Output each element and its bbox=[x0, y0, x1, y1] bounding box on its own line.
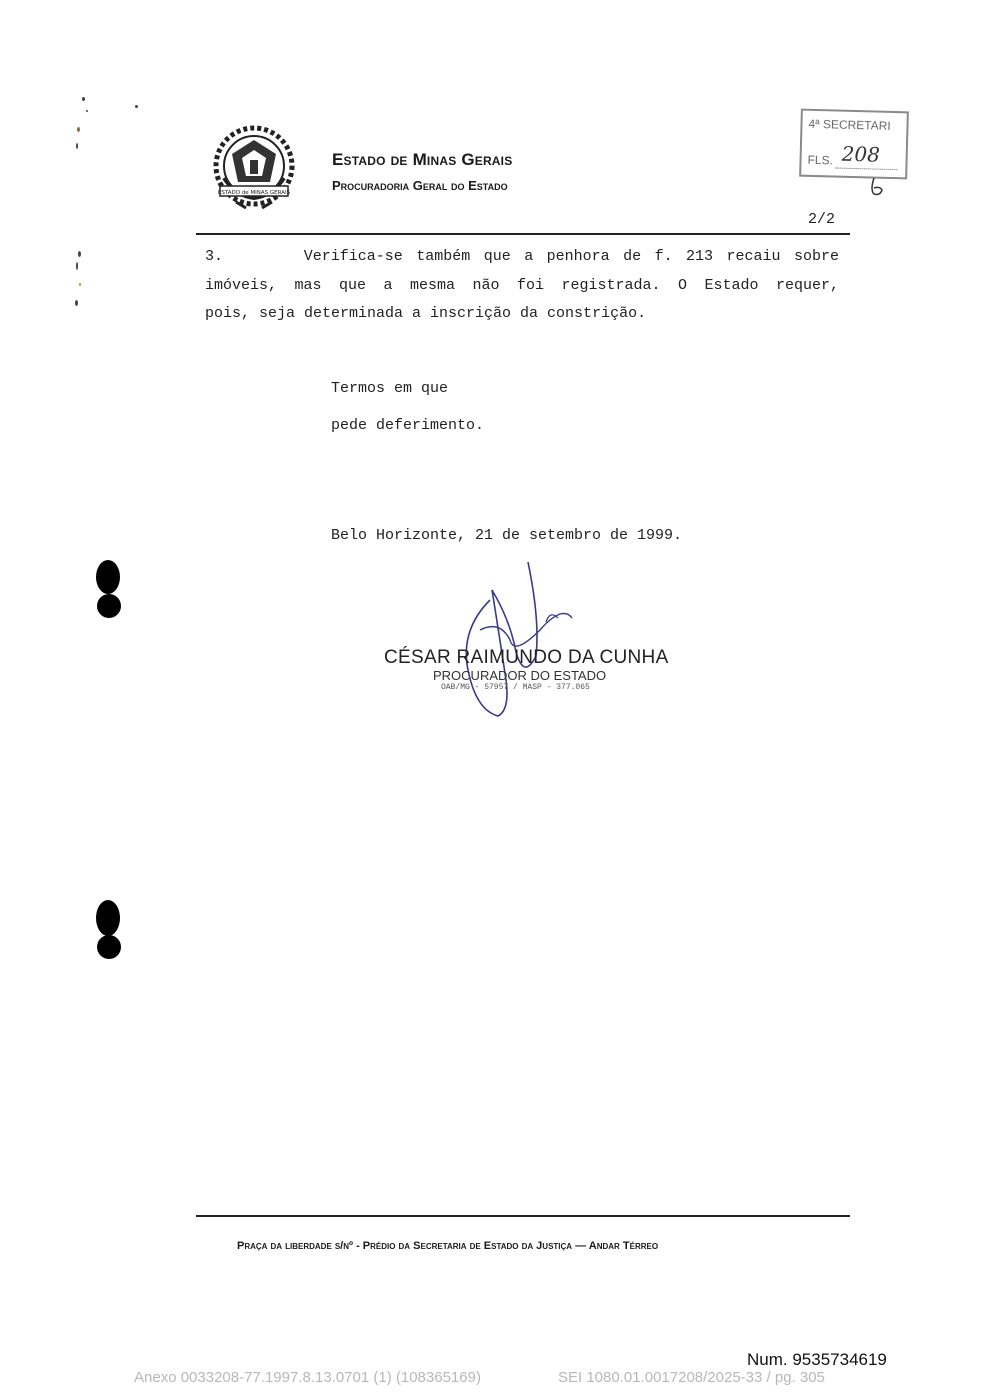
punch-hole-top-1 bbox=[96, 560, 120, 594]
stamp-fls-value: 208 bbox=[841, 141, 881, 167]
stamp-handwritten-mark bbox=[868, 176, 892, 198]
paragraph-line-1: 3. Verifica-se também que a penhora de f. 213 recaiu sobre bbox=[205, 248, 839, 265]
stamp-fls-label: FLS. bbox=[807, 152, 834, 168]
document-number: Num. 9535734619 bbox=[747, 1350, 887, 1369]
signatory-registration: OAB/MG - 57957 / MASP - 377.065 bbox=[441, 683, 590, 692]
paragraph-line-3: pois, seja determinada a inscrição da constrição. bbox=[205, 305, 647, 322]
seal-text: ESTADO de MINAS GERAIS bbox=[217, 190, 291, 196]
footer-rule bbox=[196, 1215, 850, 1217]
closing-line-1: Termos em que bbox=[331, 380, 449, 397]
signatory-title: PROCURADOR DO ESTADO bbox=[433, 668, 607, 683]
paragraph-line-2: imóveis, mas que a mesma não foi registrada. O Estado requer, bbox=[205, 277, 839, 294]
signatory-name: CÉSAR RAIMUNDO DA CUNHA bbox=[384, 647, 669, 668]
sei-watermark: SEI 1080.01.0017208/2025-33 / pg. 305 bbox=[558, 1369, 825, 1386]
punch-hole-bottom-1 bbox=[96, 900, 120, 936]
stamp-secretaria-text: 4ª SECRETARI bbox=[808, 116, 891, 133]
place-date: Belo Horizonte, 21 de setembro de 1999. bbox=[331, 527, 683, 544]
closing-line-2: pede deferimento. bbox=[331, 417, 485, 434]
header-office-name: Procuradoria Geral do Estado bbox=[332, 178, 508, 193]
coat-of-arms-icon bbox=[206, 124, 302, 212]
stamp-fls-underline bbox=[835, 168, 897, 171]
protocol-stamp bbox=[799, 109, 909, 180]
footer-address: Praça da liberdade s/nº - Prédio da Secretaria de Estado da Justiça — Andar Térreo bbox=[237, 1240, 659, 1252]
punch-hole-top-2 bbox=[97, 594, 121, 618]
header-rule bbox=[196, 233, 850, 235]
punch-hole-bottom-2 bbox=[97, 935, 121, 959]
annex-watermark: Anexo 0033208-77.1997.8.13.0701 (1) (108365169) bbox=[134, 1369, 481, 1386]
handwritten-signature bbox=[450, 560, 580, 720]
header-state-name: Estado de Minas Gerais bbox=[332, 150, 513, 169]
page-number: 2/2 bbox=[808, 211, 836, 228]
